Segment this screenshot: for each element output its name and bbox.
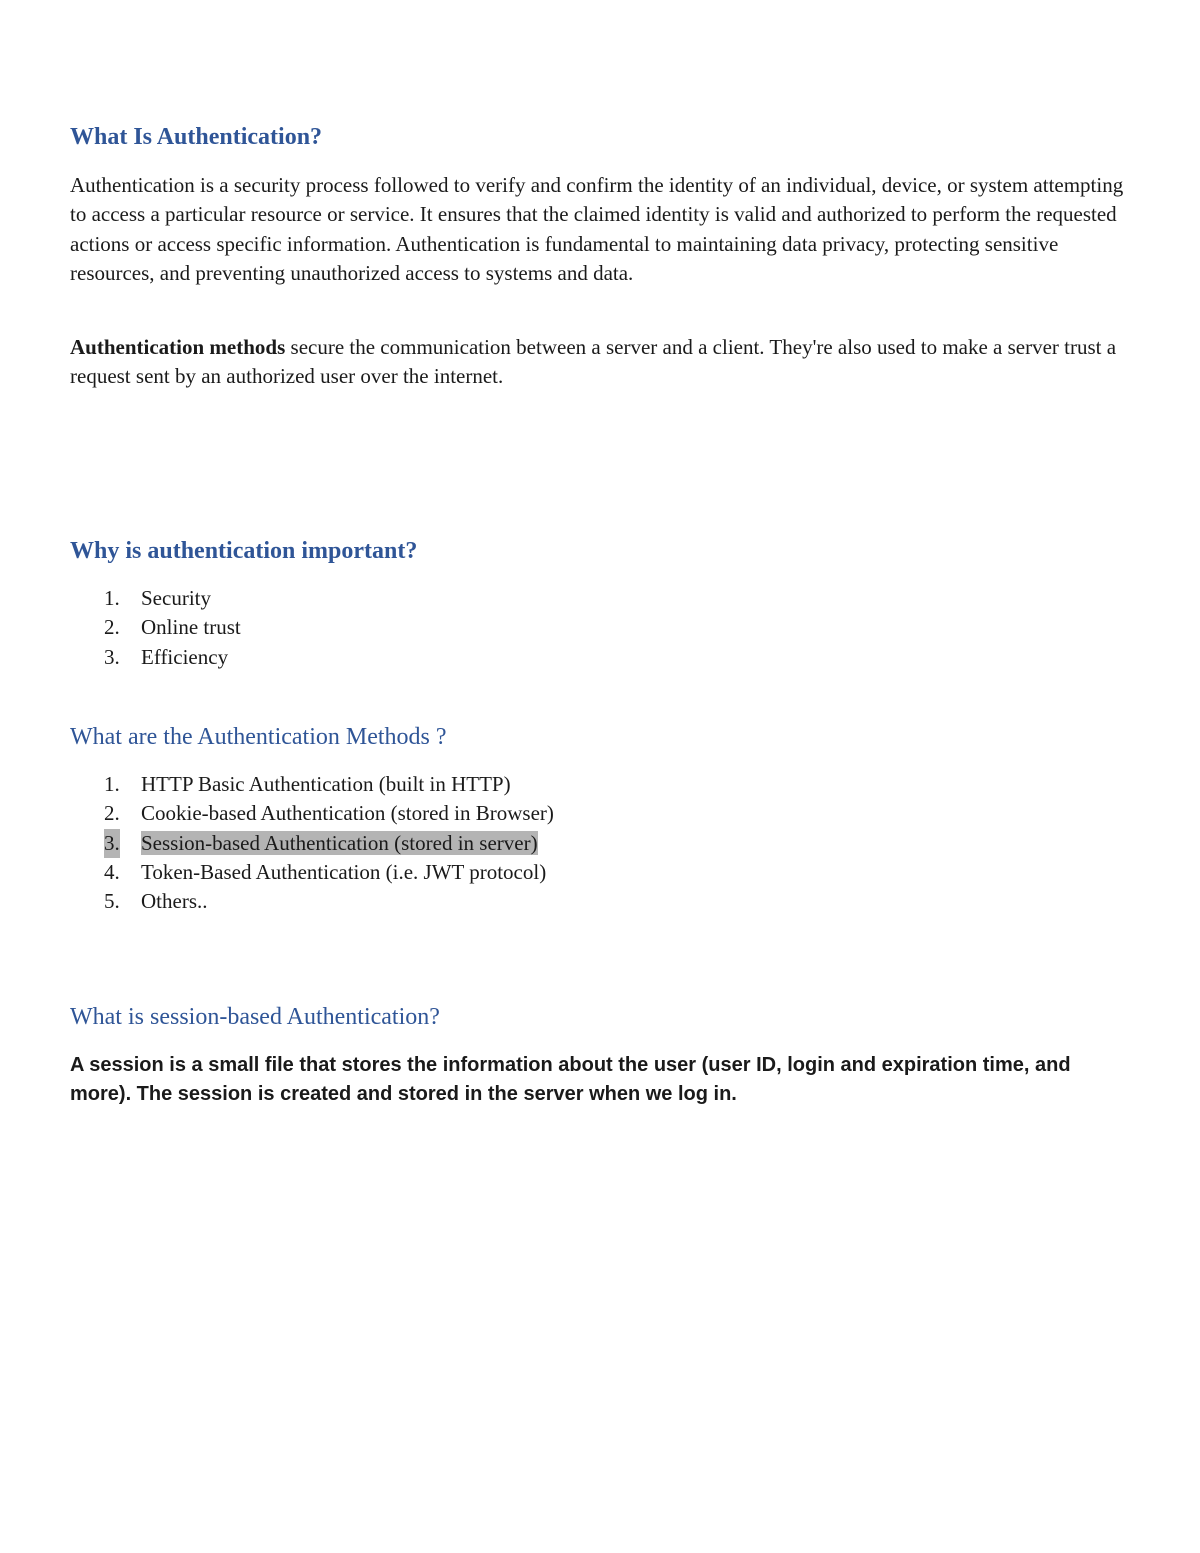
list-item-highlighted[interactable] bbox=[70, 829, 554, 858]
list-item-number: 1. bbox=[104, 586, 120, 610]
list-item bbox=[70, 858, 554, 887]
heading-why-authentication-important: Why is authentication important? bbox=[70, 538, 418, 564]
list-item bbox=[70, 613, 241, 642]
list-item-number: 2. bbox=[104, 801, 120, 826]
paragraph-session-description: A session is a small file that stores the information about the user (user ID, login and expiration time, and more). The session is created and stored in the server when we log in. bbox=[70, 1054, 1071, 1105]
list-item bbox=[70, 584, 241, 613]
list-item-number: 2. bbox=[104, 615, 120, 640]
list-item-number: 1. bbox=[104, 772, 120, 796]
list-item-text: HTTP Basic Authentication (built in HTTP) bbox=[141, 772, 511, 796]
list-item-number: 5. bbox=[104, 889, 120, 914]
list-item-text: Efficiency bbox=[141, 644, 229, 669]
list-item-text: Token-Based Authentication (i.e. JWT protocol) bbox=[141, 859, 547, 884]
heading-session-based-authentication: What is session-based Authentication? bbox=[70, 1004, 440, 1030]
list-item-number: 3. bbox=[104, 829, 120, 858]
list-item bbox=[70, 643, 241, 672]
list-item-text-selected[interactable]: Session-based Authentication (stored in server) bbox=[141, 830, 538, 855]
list-item-number: 3. bbox=[104, 644, 120, 669]
paragraph-authentication-definition: Authentication is a security process followed to verify and confirm the identity of an individual, device, or system attempting to access a particular resource or service. It ensures that the claimed identity is valid and authorized to perform the requested actions or access specific information. Authentication is fundamental to maintaining data privacy, protecting sensitive resources, and preventing unauthorized access to systems and data. bbox=[70, 173, 1124, 285]
heading-what-is-authentication: What Is Authentication? bbox=[70, 124, 323, 150]
list-item-text: Others.. bbox=[141, 889, 208, 914]
authentication-methods-bold-term: Authentication methods bbox=[70, 335, 286, 359]
authentication-methods-description: secure the communication between a server and a client. They're also used to make a server trust a request sent by an authorized user over the internet. bbox=[70, 335, 1117, 389]
list-item-text: Cookie-based Authentication (stored in Browser) bbox=[141, 801, 554, 826]
why-important-list bbox=[70, 584, 241, 672]
list-item-number: 4. bbox=[104, 859, 120, 884]
list-item bbox=[70, 887, 554, 916]
paragraph-authentication-methods bbox=[70, 333, 1130, 392]
list-item bbox=[70, 799, 554, 828]
list-item-text: Online trust bbox=[141, 615, 241, 640]
list-item bbox=[70, 770, 554, 799]
heading-authentication-methods: What are the Authentication Methods ? bbox=[70, 724, 447, 750]
authentication-methods-list bbox=[70, 770, 554, 916]
list-item-text: Security bbox=[141, 586, 211, 610]
